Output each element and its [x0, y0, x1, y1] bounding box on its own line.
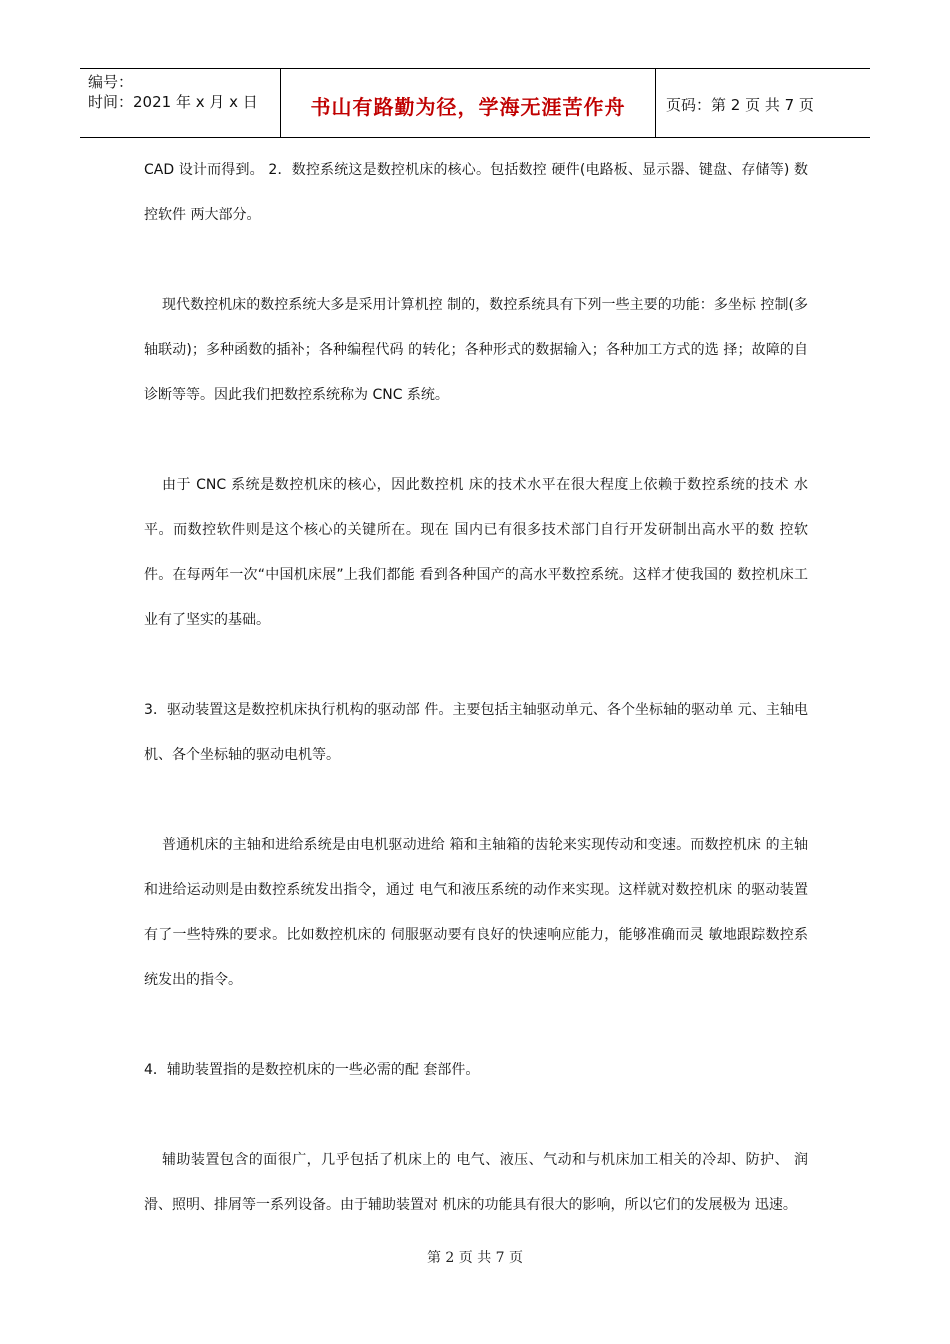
page-header	[80, 68, 870, 138]
header-meta-cell	[80, 69, 281, 137]
paragraph-drive-device: 3．驱动装置这是数控机床执行机构的驱动部 件。主要包括主轴驱动单元、各个坐标轴的驱动单 元、主轴电机、各个坐标轴的驱动电机等。	[144, 702, 808, 763]
paragraph-intro: CAD 设计而得到。 2．数控系统这是数控机床的核心。包括数控 硬件(电路板、显示器、键盘、存储等) 数控软件 两大部分。	[144, 162, 808, 223]
time-label: 时间：2021 年 x 月 x 日	[88, 93, 258, 111]
paragraph-cnc-functions: 现代数控机床的数控系统大多是采用计算机控 制的，数控系统具有下列一些主要的功能：多坐标 控制(多轴联动)；多种函数的插补；各种编程代码 的转化；各种形式的数据输入；各种加工方式的选 择；故障的自诊断等等。因此我们把数控系统称为 CNC 系统。	[144, 297, 808, 403]
page-footer: 第 2 页 共 7 页	[426, 1250, 524, 1266]
document-body	[144, 148, 808, 1228]
paragraph-auxiliary-scope: 辅助装置包含的面很广，几乎包括了机床上的 电气、液压、气动和与机床加工相关的冷却、防护、 润滑、照明、排屑等一系列设备。由于辅助装置对 机床的功能具有很大的影响，所以它们的发展极为 迅速。	[144, 1152, 808, 1213]
paragraph-drive-requirements: 普通机床的主轴和进给系统是由电机驱动进给 箱和主轴箱的齿轮来实现传动和变速。而数控机床 的主轴和进给运动则是由数控系统发出指令，通过 电气和液压系统的动作来实现。这样就对数控机床 的驱动装置有了一些特殊的要求。比如数控机床的 伺服驱动要有良好的快速响应能力，能够准确而灵 敏地跟踪数控系统发出的指令。	[144, 837, 808, 988]
page-info: 页码：第 2 页 共 7 页	[666, 96, 814, 114]
header-page-cell	[656, 69, 870, 137]
motto: 书山有路勤为径，学海无涯苦作舟	[310, 95, 626, 119]
paragraph-auxiliary-device: 4．辅助装置指的是数控机床的一些必需的配 套部件。	[144, 1062, 480, 1078]
header-motto-cell	[281, 69, 656, 137]
number-label: 编号：	[88, 73, 134, 91]
paragraph-cnc-core: 由于 CNC 系统是数控机床的核心，因此数控机 床的技术水平在很大程度上依赖于数控系统的技术 水平。而数控软件则是这个核心的关键所在。现在 国内已有很多技术部门自行开发研制出高水平的数 控软件。在每两年一次“中国机床展”上我们都能 看到各种国产的高水平数控系统。这样才使我国的 数控机床工业有了坚实的基础。	[144, 477, 808, 628]
